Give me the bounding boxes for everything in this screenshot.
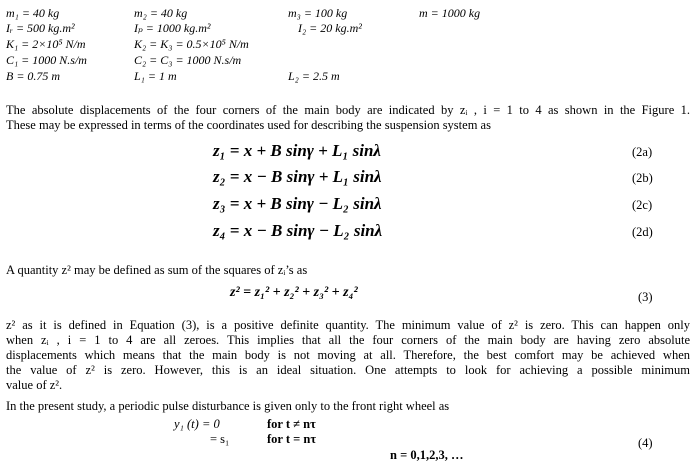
equation-2d: z₄ = x − B sinγ − L₂ sinλ bbox=[213, 221, 383, 240]
equation-4-condition-line2: for t = nτ bbox=[267, 432, 317, 446]
paragraph-definite-quantity-line3: displacements which means that the main body is not moving at all. Therefore, the best comfort may be achieved when bbox=[6, 348, 690, 362]
param-m3: m₃ = 100 kg bbox=[288, 6, 348, 20]
equation-3: z² = z₁² + z₂² + z₃² + z₄² bbox=[230, 285, 358, 300]
param-l2: L₂ = 2.5 m bbox=[288, 69, 340, 83]
param-m: m = 1000 kg bbox=[419, 6, 481, 20]
param-k2-k3: K₂ = K₃ = 0.5×10⁵ N/m bbox=[134, 37, 249, 51]
equation-4-lhs-line2: = s₁ bbox=[210, 432, 230, 446]
param-m1: m₁ = 40 kg bbox=[6, 6, 60, 20]
equation-number-2a: (2a) bbox=[632, 145, 653, 159]
equation-2b: z₂ = x − B sinγ + L₁ sinλ bbox=[213, 167, 382, 186]
equation-2a: z₁ = x + B sinγ + L₁ sinλ bbox=[213, 141, 381, 160]
equation-number-2c: (2c) bbox=[632, 198, 653, 212]
param-i2: I₂ = 20 kg.m² bbox=[298, 21, 362, 35]
equation-4-lhs-line1: y₁ (t) = 0 bbox=[174, 417, 220, 431]
param-ir: Iᵣ = 500 kg.m² bbox=[6, 21, 75, 35]
paragraph-definite-quantity-line4: the value of z² is zero. However, this is an ideal situation. One attempts to look for achieving a possible minimum bbox=[6, 363, 690, 377]
param-b: B = 0.75 m bbox=[6, 69, 61, 83]
paragraph-definite-quantity-line1: z² as it is defined in Equation (3), is a positive definite quantity. The minimum value of z² is zero. This can happen only bbox=[6, 318, 690, 332]
equation-number-3: (3) bbox=[638, 290, 653, 304]
paragraph-definite-quantity-line5: value of z². bbox=[6, 378, 63, 392]
paragraph-quantity-definition: A quantity z² may be defined as sum of the squares of zᵢ’s as bbox=[6, 263, 308, 277]
param-c2-c3: C₂ = C₃ = 1000 N.s/m bbox=[134, 53, 242, 67]
equation-number-2b: (2b) bbox=[632, 171, 653, 185]
paragraph-displacements-line1: The absolute displacements of the four corners of the main body are indicated by zᵢ , i = 1 to 4 as shown in the Figure 1. bbox=[6, 103, 690, 117]
param-c1: C₁ = 1000 N.s/m bbox=[6, 53, 87, 67]
equation-4-n-values: n = 0,1,2,3, … bbox=[390, 448, 464, 462]
equation-number-4: (4) bbox=[638, 436, 653, 450]
paragraph-definite-quantity-line2: when zᵢ , i = 1 to 4 are all zeroes. This implies that all the four corners of the main body are having zero absolute bbox=[6, 333, 690, 347]
equation-number-2d: (2d) bbox=[632, 225, 653, 239]
param-m2: m₂ = 40 kg bbox=[134, 6, 188, 20]
paragraph-displacements-line2: These may be expressed in terms of the coordinates used for describing the suspension system as bbox=[6, 118, 491, 132]
param-l1: L₁ = 1 m bbox=[134, 69, 177, 83]
param-k1: K₁ = 2×10⁵ N/m bbox=[6, 37, 86, 51]
paragraph-pulse-intro: In the present study, a periodic pulse disturbance is given only to the front right wheel as bbox=[6, 399, 450, 413]
equation-2c: z₃ = x + B sinγ − L₂ sinλ bbox=[213, 194, 382, 213]
equation-4-condition-line1: for t ≠ nτ bbox=[267, 417, 316, 431]
param-ip: Iₚ = 1000 kg.m² bbox=[134, 21, 211, 35]
